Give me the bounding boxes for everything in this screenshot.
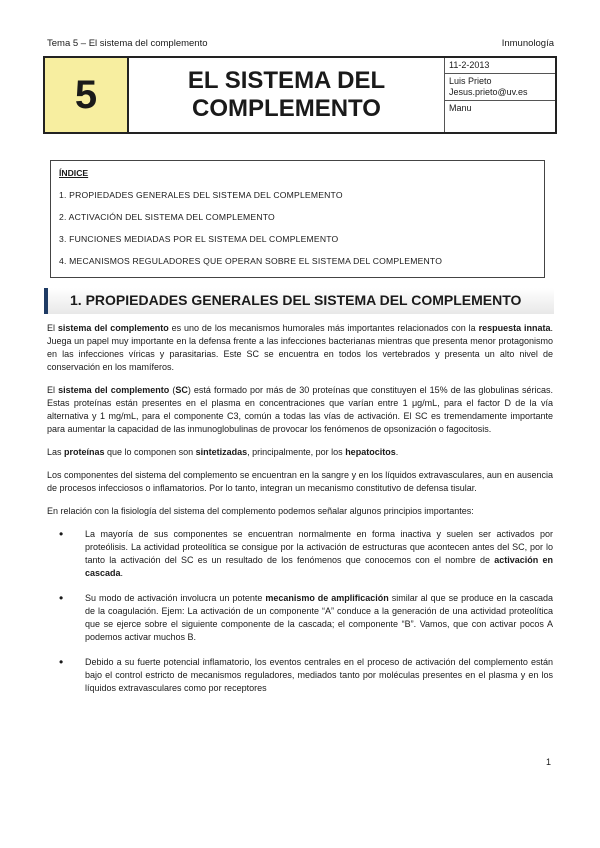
header-chapter: Tema 5 – El sistema del complemento — [47, 38, 208, 49]
index-item: 1. PROPIEDADES GENERALES DEL SISTEMA DEL COMPLEMENTO — [59, 190, 343, 200]
paragraph: El sistema del complemento es uno de los mecanismos humorales más importantes relacionados con la respuesta innata. Juega un papel muy importante en la defensa frente a las infecciones bacterianas mientras que presenta menor protagonismo en las infecciones víricas y parasitarias. Este SC se encuentra en todos los vertebrados y presenta un alto nivel de conservación en los mamíferos. — [47, 323, 553, 372]
section-heading: 1. PROPIEDADES GENERALES DEL SISTEMA DEL COMPLEMENTO — [44, 288, 554, 314]
title-box — [43, 56, 557, 134]
index-item: 3. FUNCIONES MEDIADAS POR EL SISTEMA DEL COMPLEMENTO — [59, 234, 339, 244]
paragraph: Las proteínas que lo componen son sintetizadas, principalmente, por los hepatocitos. — [47, 447, 399, 457]
list-item: • Debido a su fuerte potencial inflamatorio, los eventos centrales en el proceso de activación del complemento están bajo el control estricto de mecanismos reguladores, mediados tanto por moléculas presentes en el plasma y en los líquidos extravasculares como por receptores — [47, 656, 553, 695]
meta-date: 11-2-2013 — [445, 58, 555, 74]
paragraph: Los componentes del sistema del complemento se encuentran en la sangre y en los líquidos extravasculares, aun en ausencia de procesos infecciosos o inflamatorios. Por lo tanto, integran un mecanismo constitutivo de defensa tisular. — [47, 470, 553, 493]
list-item: • La mayoría de sus componentes se encuentran normalmente en forma inactiva y suelen ser activados por proteólisis. La actividad proteolítica se consigue por la activación de estructuras que acontecen antes del SC, por lo tanto la activación del SC es un resultado de los fenómenos que conocemos con el nombre de activación en cascada. — [47, 528, 553, 580]
section-body — [47, 322, 553, 707]
chapter-title-line1: EL SISTEMA DEL — [187, 67, 386, 94]
meta-email: Jesus.prieto@uv.es — [449, 87, 528, 97]
index-item: 2. ACTIVACIÓN DEL SISTEMA DEL COMPLEMENTO — [59, 212, 275, 222]
principles-list — [47, 528, 553, 695]
meta-transcriber: Manu — [449, 103, 472, 113]
page-header — [47, 38, 554, 49]
paragraph: En relación con la fisiología del sistema del complemento podemos señalar algunos principios importantes: — [47, 506, 474, 516]
meta-author — [445, 74, 555, 101]
chapter-meta — [444, 58, 555, 132]
chapter-number: 5 — [45, 58, 129, 132]
meta-author-name: Luis Prieto — [449, 76, 492, 86]
chapter-title — [129, 58, 444, 132]
paragraph: El sistema del complemento (SC) está formado por más de 30 proteínas que constituyen el 15% de las globulinas séricas. Estas proteínas están presentes en el plasma en concentraciones que varían entre 1 μg/mL, para el factor D de la vía alternativa y 1 mg/mL, para el componente C3, común a todas las vías de activación. El SC es tremendamente importante para aumentar la capacidad de las inmunoglobulinas de provocar los fenómenos de opsonización o fagocitosis. — [47, 385, 553, 434]
index-heading: ÍNDICE — [59, 168, 89, 178]
header-subject: Inmunología — [501, 38, 554, 49]
chapter-title-line2: COMPLEMENTO — [192, 95, 381, 122]
index-item: 4. MECANISMOS REGULADORES QUE OPERAN SOBRE EL SISTEMA DEL COMPLEMENTO — [59, 256, 443, 266]
list-item: • Su modo de activación involucra un potente mecanismo de amplificación similar al que se produce en la cascada de la coagulación. Ejem: La activación de un componente “A” conduce a la generación de una actividad proteolítica que se ejerce sobre el siguiente componente de la cascada; el componente “B”. Vamos, que con activar pocos A podemos activar muchos B. — [47, 592, 553, 644]
index-box — [50, 160, 545, 278]
page-number: 1 — [546, 757, 552, 767]
